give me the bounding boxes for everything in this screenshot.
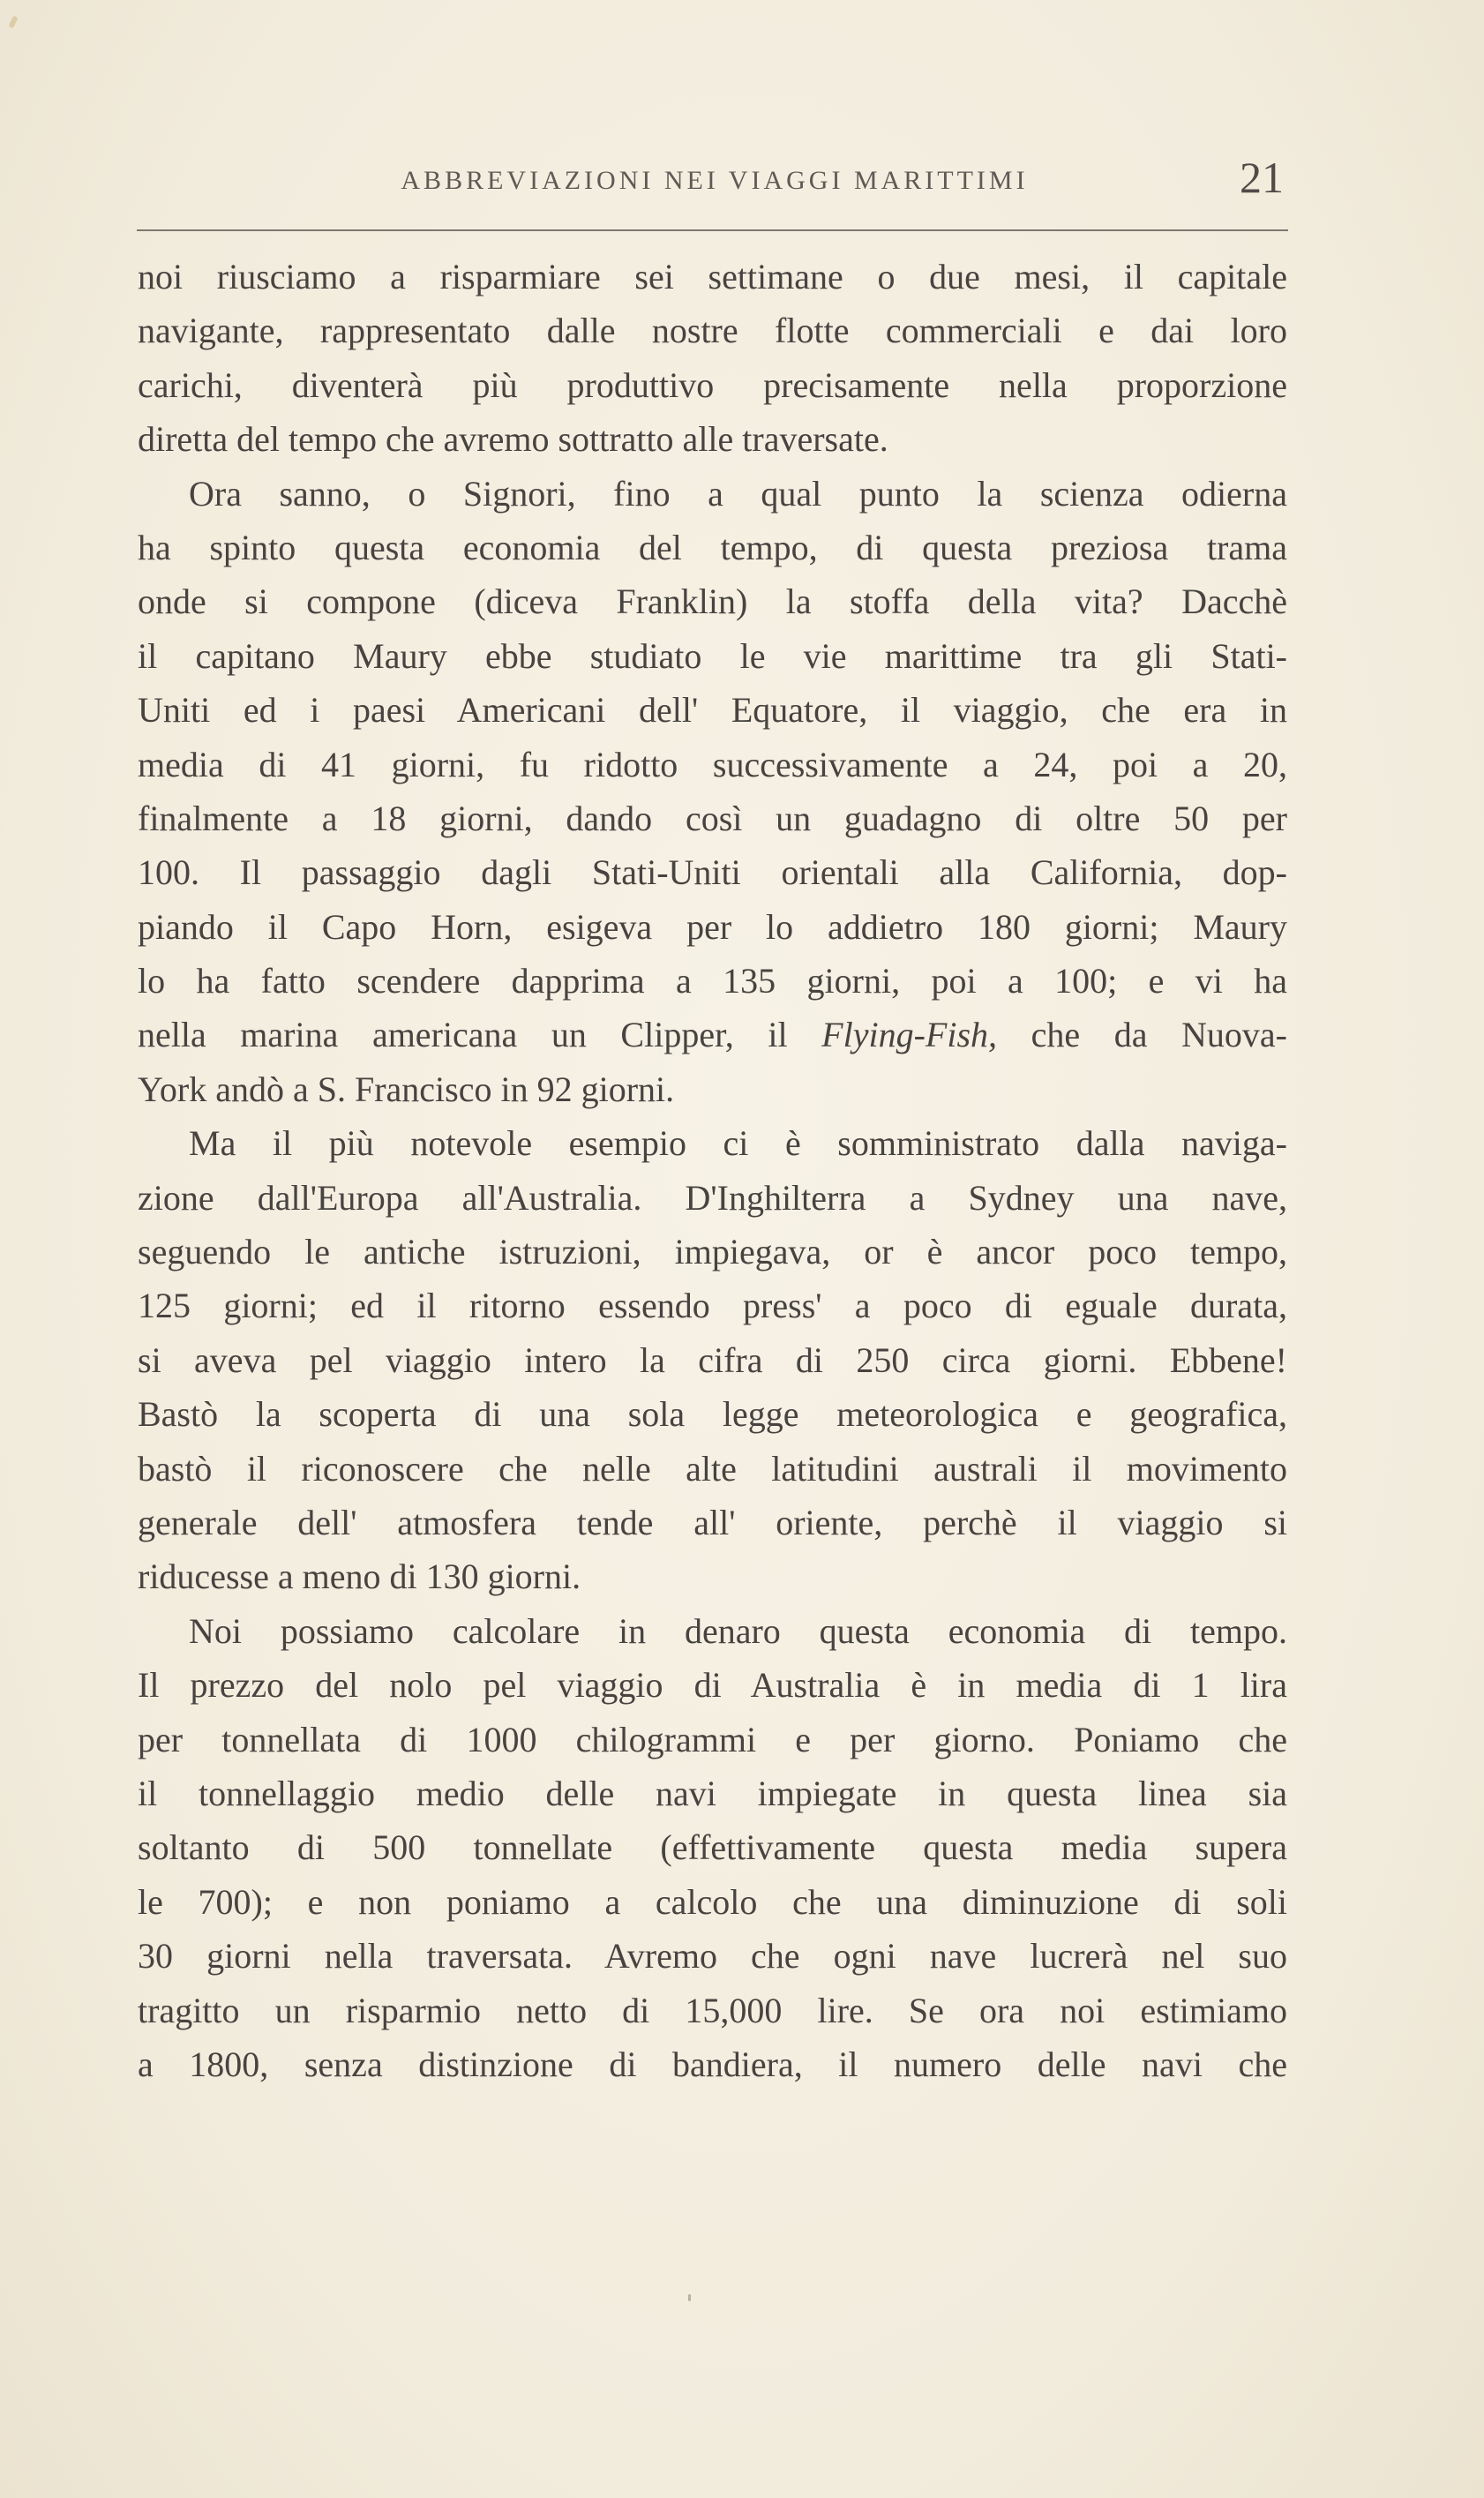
- text-line: Noi possiamo calcolare in denaro questa economia di tempo.: [189, 1610, 1287, 1651]
- page-number: 21: [1240, 153, 1284, 202]
- text-line: piando il Capo Horn, esigeva per lo addietro 180 giorni; Maury: [138, 906, 1287, 947]
- text-line: carichi, diventerà più produttivo precisamente nella proporzione: [138, 364, 1287, 405]
- text-line: Ora sanno, o Signori, fino a qual punto la scienza odierna: [189, 473, 1287, 514]
- text-line: Bastò la scoperta di una sola legge meteorologica e geografica,: [138, 1394, 1287, 1435]
- text-line: si aveva pel viaggio intero la cifra di 250 circa giorni. Ebbene!: [138, 1339, 1287, 1380]
- text-segment: che da Nuova-: [1031, 1015, 1287, 1055]
- text-line: Uniti ed i paesi Americani dell' Equatore, il viaggio, che era in: [138, 690, 1287, 731]
- text-line: zione dall'Europa all'Australia. D'Inghilterra a Sydney una nave,: [138, 1177, 1287, 1218]
- page-stain: [8, 15, 18, 28]
- text-line: media di 41 giorni, fu ridotto successivamente a 24, poi a 20,: [138, 744, 1287, 784]
- running-head: ABBREVIAZIONI NEI VIAGGI MARITTIMI: [401, 166, 1029, 195]
- text-line: Il prezzo del nolo pel viaggio di Australia è in media di 1 lira: [138, 1665, 1287, 1706]
- text-line: finalmente a 18 giorni, dando così un guadagno di oltre 50 per: [138, 798, 1287, 838]
- text-line: Ma il più notevole esempio ci è somministrato dalla naviga-: [189, 1123, 1287, 1164]
- page-header: [137, 153, 1293, 219]
- italic-ship-name: Flying-Fish,: [821, 1015, 998, 1055]
- text-line: ha spinto questa economia del tempo, di questa preziosa trama: [138, 527, 1287, 567]
- body-text: [138, 250, 1287, 2091]
- text-line: le 700); e non poniamo a calcolo che una diminuzione di soli: [138, 1881, 1287, 1922]
- text-line: onde si compone (diceva Franklin) la stoffa della vita? Dacchè: [138, 581, 1287, 622]
- text-line-mixed: [138, 1008, 1287, 1061]
- text-line: 125 giorni; ed il ritorno essendo press' a poco di eguale durata,: [138, 1286, 1287, 1326]
- text-line: tragitto un risparmio netto di 15,000 lire. Se ora noi estimiamo: [138, 1990, 1287, 2030]
- text-line: bastò il riconoscere che nelle alte latitudini australi il movimento: [138, 1448, 1287, 1489]
- text-line: generale dell' atmosfera tende all' oriente, perchè il viaggio si: [138, 1502, 1287, 1542]
- text-line: lo ha fatto scendere dapprima a 135 giorni, poi a 100; e vi ha: [138, 961, 1287, 1001]
- text-line: il capitano Maury ebbe studiato le vie marittime tra gli Stati-: [138, 635, 1287, 676]
- text-line: 30 giorni nella traversata. Avremo che ogni nave lucrerà nel suo: [138, 1936, 1287, 1977]
- text-line: per tonnellata di 1000 chilogrammi e per giorno. Poniamo che: [138, 1719, 1287, 1759]
- text-line: navigante, rappresentato dalle nostre flotte commerciali e dai loro: [138, 311, 1287, 351]
- text-line: riducesse a meno di 130 giorni.: [138, 1557, 581, 1597]
- text-line: soltanto di 500 tonnellate (effettivamente questa media supera: [138, 1827, 1287, 1868]
- text-line: 100. Il passaggio dagli Stati-Uniti orientali alla California, dop-: [138, 852, 1287, 893]
- text-line: seguendo le antiche istruzioni, impiegava, or è ancor poco tempo,: [138, 1232, 1287, 1272]
- text-line: York andò a S. Francisco in 92 giorni.: [138, 1069, 675, 1109]
- header-rule: [137, 229, 1288, 231]
- text-line: a 1800, senza distinzione di bandiera, il numero delle navi che: [138, 2044, 1287, 2084]
- ink-speck: [688, 2294, 691, 2301]
- text-line: diretta del tempo che avremo sottratto alle traversate.: [138, 419, 888, 460]
- text-segment: nella marina americana un Clipper, il: [138, 1015, 788, 1055]
- text-line: noi riusciamo a risparmiare sei settimane o due mesi, il capitale: [138, 257, 1287, 296]
- text-line: il tonnellaggio medio delle navi impiegate in questa linea sia: [138, 1773, 1287, 1813]
